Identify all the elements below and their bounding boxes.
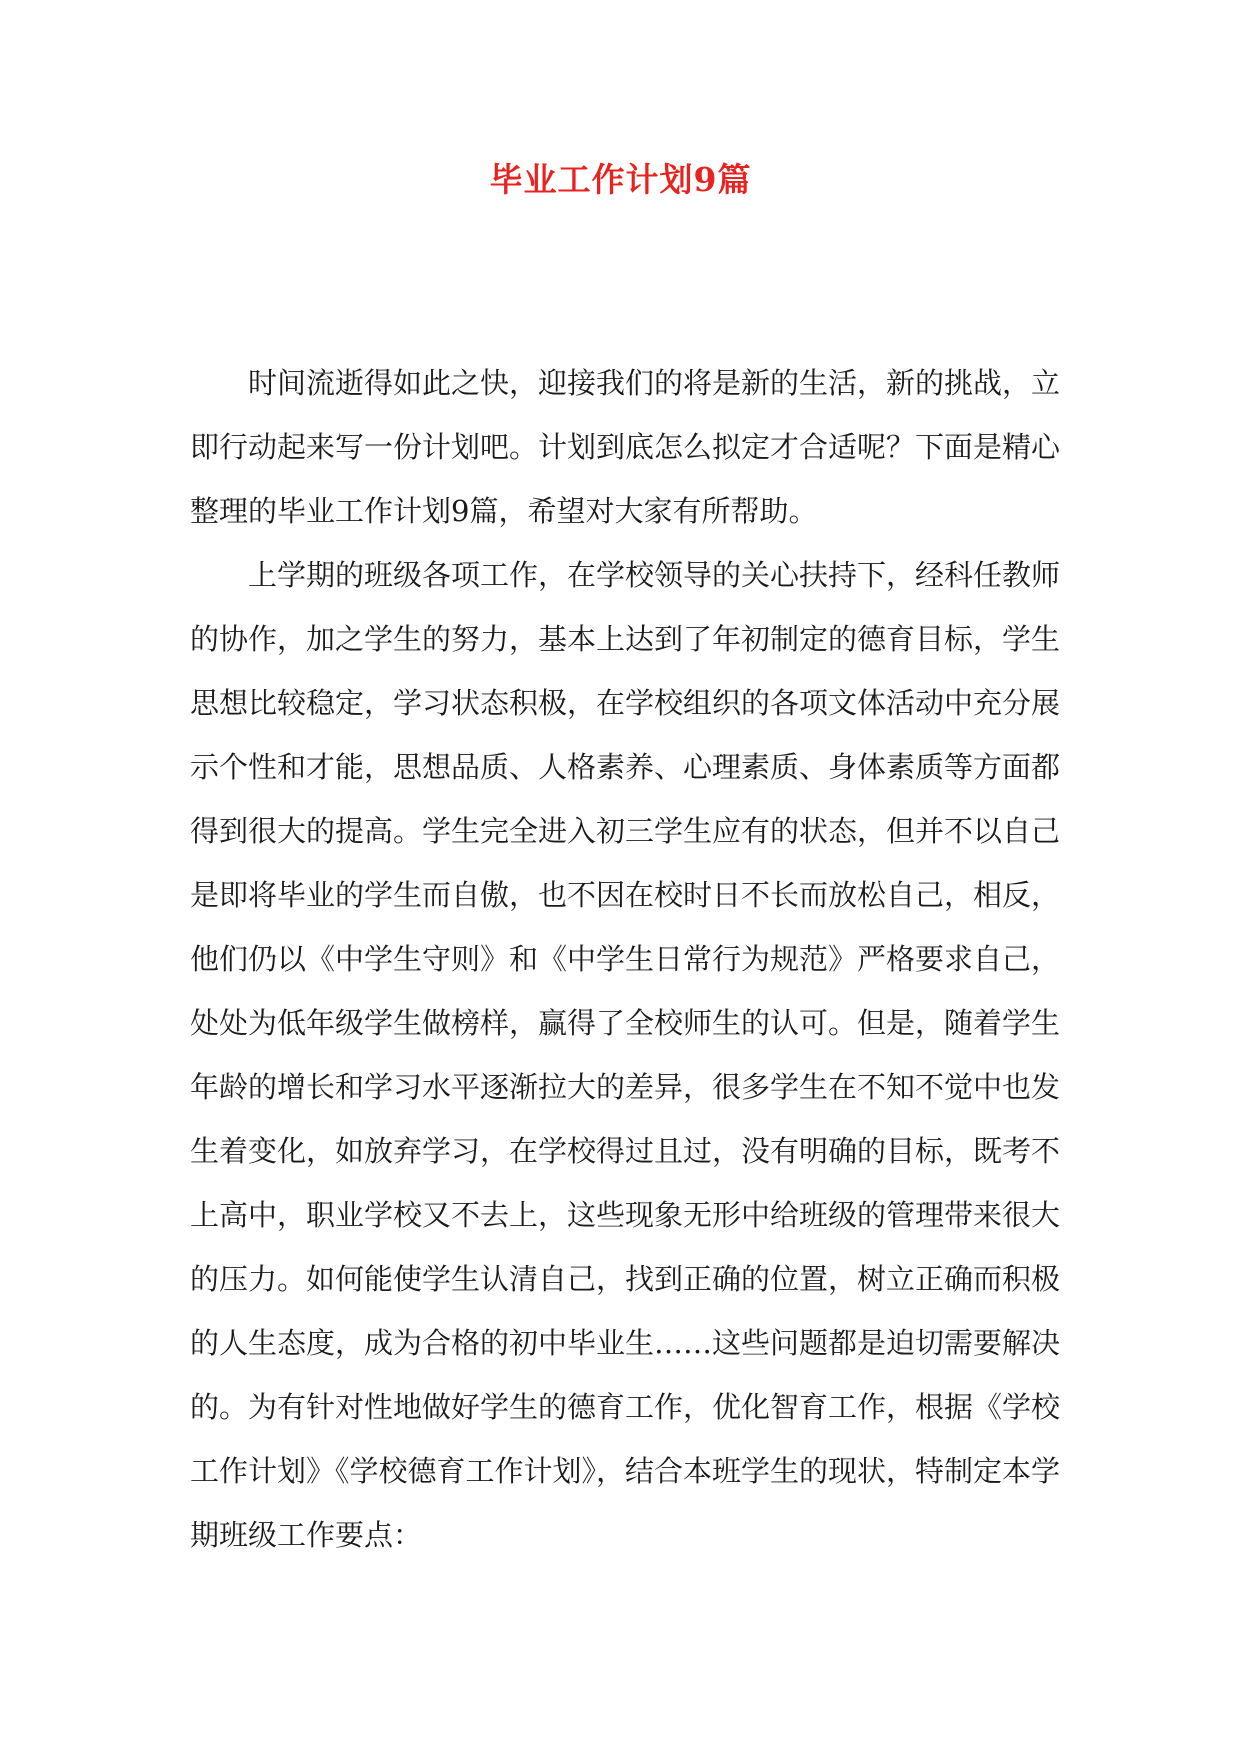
text-line: 期班级工作要点：	[190, 1518, 423, 1552]
paragraph-intro	[190, 351, 1061, 543]
text-line: 的。为有针对性地做好学生的德育工作，优化智育工作，根据《学校	[190, 1390, 1061, 1424]
text-line: 上高中，职业学校又不去上，这些现象无形中给班级的管理带来很大	[190, 1198, 1061, 1232]
text-line: 的压力。如何能使学生认清自己，找到正确的位置，树立正确而积极	[190, 1262, 1061, 1296]
text-line: 即行动起来写一份计划吧。计划到底怎么拟定才合适呢？下面是精心	[190, 430, 1061, 464]
text-line: 他们仍以《中学生守则》和《中学生日常行为规范》严格要求自己，	[190, 942, 1061, 976]
document-body	[190, 351, 1061, 1567]
text-line: 的协作，加之学生的努力，基本上达到了年初制定的德育目标，学生	[190, 622, 1061, 656]
text-line: 处处为低年级学生做榜样，赢得了全校师生的认可。但是，随着学生	[190, 1006, 1061, 1040]
text-line: 生着变化，如放弃学习，在学校得过且过，没有明确的目标，既考不	[190, 1134, 1061, 1168]
text-line: 的人生态度，成为合格的初中毕业生……这些问题都是迫切需要解决	[190, 1326, 1061, 1360]
document-title: 毕业工作计划9篇	[489, 160, 752, 199]
text-line: 思想比较稳定，学习状态积极，在学校组织的各项文体活动中充分展	[190, 686, 1061, 720]
text-line: 是即将毕业的学生而自傲，也不因在校时日不长而放松自己，相反，	[190, 878, 1061, 912]
text-line: 得到很大的提高。学生完全进入初三学生应有的状态，但并不以自己	[190, 814, 1061, 848]
text-line: 工作计划》《学校德育工作计划》，结合本班学生的现状，特制定本学	[190, 1454, 1061, 1488]
text-line: 整理的毕业工作计划9篇，希望对大家有所帮助。	[190, 494, 818, 528]
text-line: 时间流逝得如此之快，迎接我们的将是新的生活，新的挑战，立	[248, 366, 1061, 400]
paragraph-main	[190, 543, 1061, 1567]
text-line: 示个性和才能，思想品质、人格素养、心理素质、身体素质等方面都	[190, 750, 1061, 784]
text-line: 上学期的班级各项工作，在学校领导的关心扶持下，经科任教师	[248, 558, 1061, 592]
text-line: 年龄的增长和学习水平逐渐拉大的差异，很多学生在不知不觉中也发	[190, 1070, 1061, 1104]
